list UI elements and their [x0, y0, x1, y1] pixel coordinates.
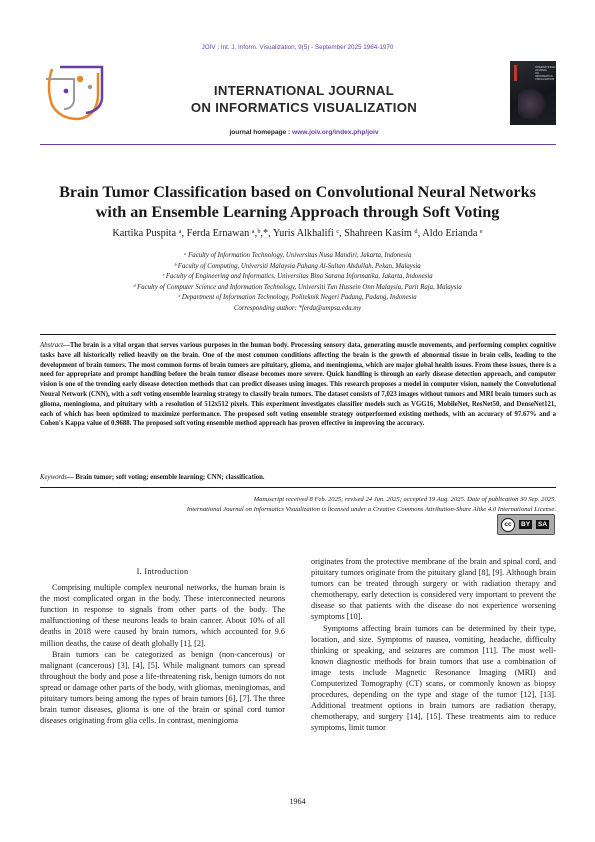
cc-license-badge[interactable]: [497, 514, 555, 535]
homepage-link[interactable]: www.joiv.org/index.php/joiv: [292, 129, 379, 136]
affiliation-e: ᵉ Department of Information Technology, Politeknik Negeri Padang, Padang, Indonesia: [178, 294, 417, 301]
paper-title: [30, 182, 565, 222]
cover-title: INTERNATIONAL JOURNAL ON INFORMATICS VISUALIZATION: [535, 66, 556, 81]
abstract-top-rule: [40, 334, 556, 335]
homepage-label: journal homepage :: [229, 129, 293, 136]
affiliation-c: ᶜ Faculty of Engineering and Informatics, Universitas Bina Sarana Informatika, Jakarta, Indonesia: [162, 273, 433, 280]
manuscript-info: [40, 495, 556, 515]
header-divider: [40, 144, 556, 145]
sa-label: SA: [538, 521, 548, 528]
affiliations: [30, 251, 565, 314]
paragraph: Symptoms affecting brain tumors can be determined by their type, location, and size. Symptoms of nausea, vomiting, headache, difficulty thinking or speaking, and seizures are common [11]. The most well-known diagnostic methods for brain tumors that use a combination of image tests include Magnetic Resonance Imaging (MRI) and Computerized Tomography (CT) scans, or commonly known as biopsy procedures, depending on the type and stage of the tumor [12], [13]. Additional treatment options in brain tumors are radiation therapy, chemotherapy, and surgery [14], [15]. These treatments aim to reduce symptoms, limit tumor: [311, 623, 556, 733]
journal-title-line1: INTERNATIONAL JOURNAL: [213, 83, 395, 98]
paragraph: originates from the protective membrane of the brain and spinal cord, and pituitary tumors originate from the pituitary gland [8], [9]. Although brain tumors can be treated through surgery or with radiation therapy and chemotherapy, early detection is considered very important to prevent the disease so that patients with the disease do not experience worsening symptoms [10].: [311, 557, 556, 622]
affiliation-d: ᵈ Faculty of Computer Science and Information Technology, Universiti Tun Hussein Onn Malaysia, Parit Raja, Malaysia: [133, 283, 462, 291]
affiliation-b: ᵇ Faculty of Computing, Universiti Malaysia Pahang Al-Sultan Abdullah, Pekan, Malaysia: [174, 262, 421, 270]
keywords: [40, 474, 556, 481]
journal-title-line2: ON INFORMATICS VISUALIZATION: [190, 100, 418, 115]
right-column: [311, 556, 556, 734]
affiliation-a: ᵃ Faculty of Information Technology, Universitas Nusa Mandiri, Jakarta, Indonesia: [183, 252, 412, 259]
journal-homepage: [190, 129, 418, 136]
abstract: [40, 341, 556, 429]
page-number: 1964: [289, 797, 306, 806]
cc-icon: cc: [501, 518, 515, 532]
license-statement: International Journal on Informatics Visualization is licensed under a Creative Commons Attribution-Share Alike 4.0 International License.: [186, 506, 556, 513]
keywords-text: — Brain tumor; soft voting; ensemble learning; CNN; classification.: [66, 474, 265, 481]
keywords-label: Keywords: [40, 474, 67, 481]
abstract-bottom-rule: [40, 487, 556, 488]
paragraph: Brain tumors can be categorized as benign (non-cancerous) or malignant (cancerous) [3], [4], [5]. While malignant tumors can spread throughout the body and pose a life-threatening risk, benign tumors do not spread or damage other parts of the body, with gliomas, meningiomas, and pituitary tumors being among the types of brain tumors [6], [7]. The three brain tumor diseases, glioma is one of the brain or spinal cord tumor diseases originating from glia cells. In contrast, meningioma: [40, 649, 285, 726]
paragraph: Comprising multiple complex neuronal networks, the human brain is the most complicated organ in the body. These interconnected neurons function in response to signals from other parts of the body. The malfunctioning of these neurons leads to brain cancer. About 10% of all deaths in 2018 were caused by brain tumors, which accounted for 9.6 million deaths, the cause of death globally [1], [2].: [40, 583, 285, 648]
paper-title-line1: Brain Tumor Classification based on Convolutional Neural Networks: [59, 183, 536, 201]
by-label: BY: [521, 521, 531, 528]
abstract-label: Abstract: [40, 342, 64, 349]
running-head: JOIV : Int. J. Inform. Visualization, 9(5) - September 2025 1964-1970: [201, 44, 394, 51]
paper-title-line2: with an Ensemble Learning Approach through Soft Voting: [95, 203, 500, 221]
journal-title: [190, 82, 418, 116]
journal-logo: [40, 61, 120, 125]
abstract-text: —The brain is a vital organ that serves various purposes in the human body. Processing sensory data, generating muscle movements, and performing complex cognitive tasks have all historically relied heavily on the brain. One of the most common conditions affecting the brain is the growth of abnormal tissue in brain cells, leading to the development of brain tumors. The most common forms of brain tumors are pituitary, glioma, and meningioma, which are major global health issues. From these issues, there is a need for appropriate and prompt handling before the brain tumor disease becomes more severe. Quick handling is through an early disease detection approach, and computer vision is one of the trending early disease detection methods that can predict diseases using images. This research proposes a model in computer vision, namely the Convolutional Neural Network (CNN), with a soft voting ensemble learning strategy to classify brain tumors. The dataset consists of 7,023 images without tumors and MRI brain tumors such as glioma, meningioma, and pituitary with a resolution of 512x512 pixels. This experiment investigates classifier models such as VGG16, MobileNet, ResNet50, and DenseNet121, each of which has been optimized to maximize performance. The proposed soft voting ensemble strategy outperformed existing methods, with an accuracy of 97.67% and a Cohen's Kappa value of 0.9688. The proposed soft voting ensemble method approach has proven effective in improving the accuracy.: [40, 342, 556, 428]
manuscript-dates: Manuscript received 8 Feb. 2025; revised 24 Jun. 2025; accepted 19 Aug. 2025. Date of publication 30 Sep. 2025.: [253, 496, 556, 503]
journal-cover-image: [510, 61, 556, 125]
left-column: [40, 566, 285, 726]
corresponding-author: Corresponding author: *ferda@umpsa.edu.my: [233, 304, 362, 312]
cover-graphic: [518, 89, 548, 119]
cover-stripe: [514, 65, 517, 81]
section-heading: I. Introduction: [136, 567, 189, 576]
author-list: Kartika Puspita ᵃ, Ferda Ernawan ᵃ,ᵇ,*, Yuris Alkhalifi ᶜ, Shahreen Kasim ᵈ, Aldo Erianda ᵉ: [112, 228, 483, 239]
